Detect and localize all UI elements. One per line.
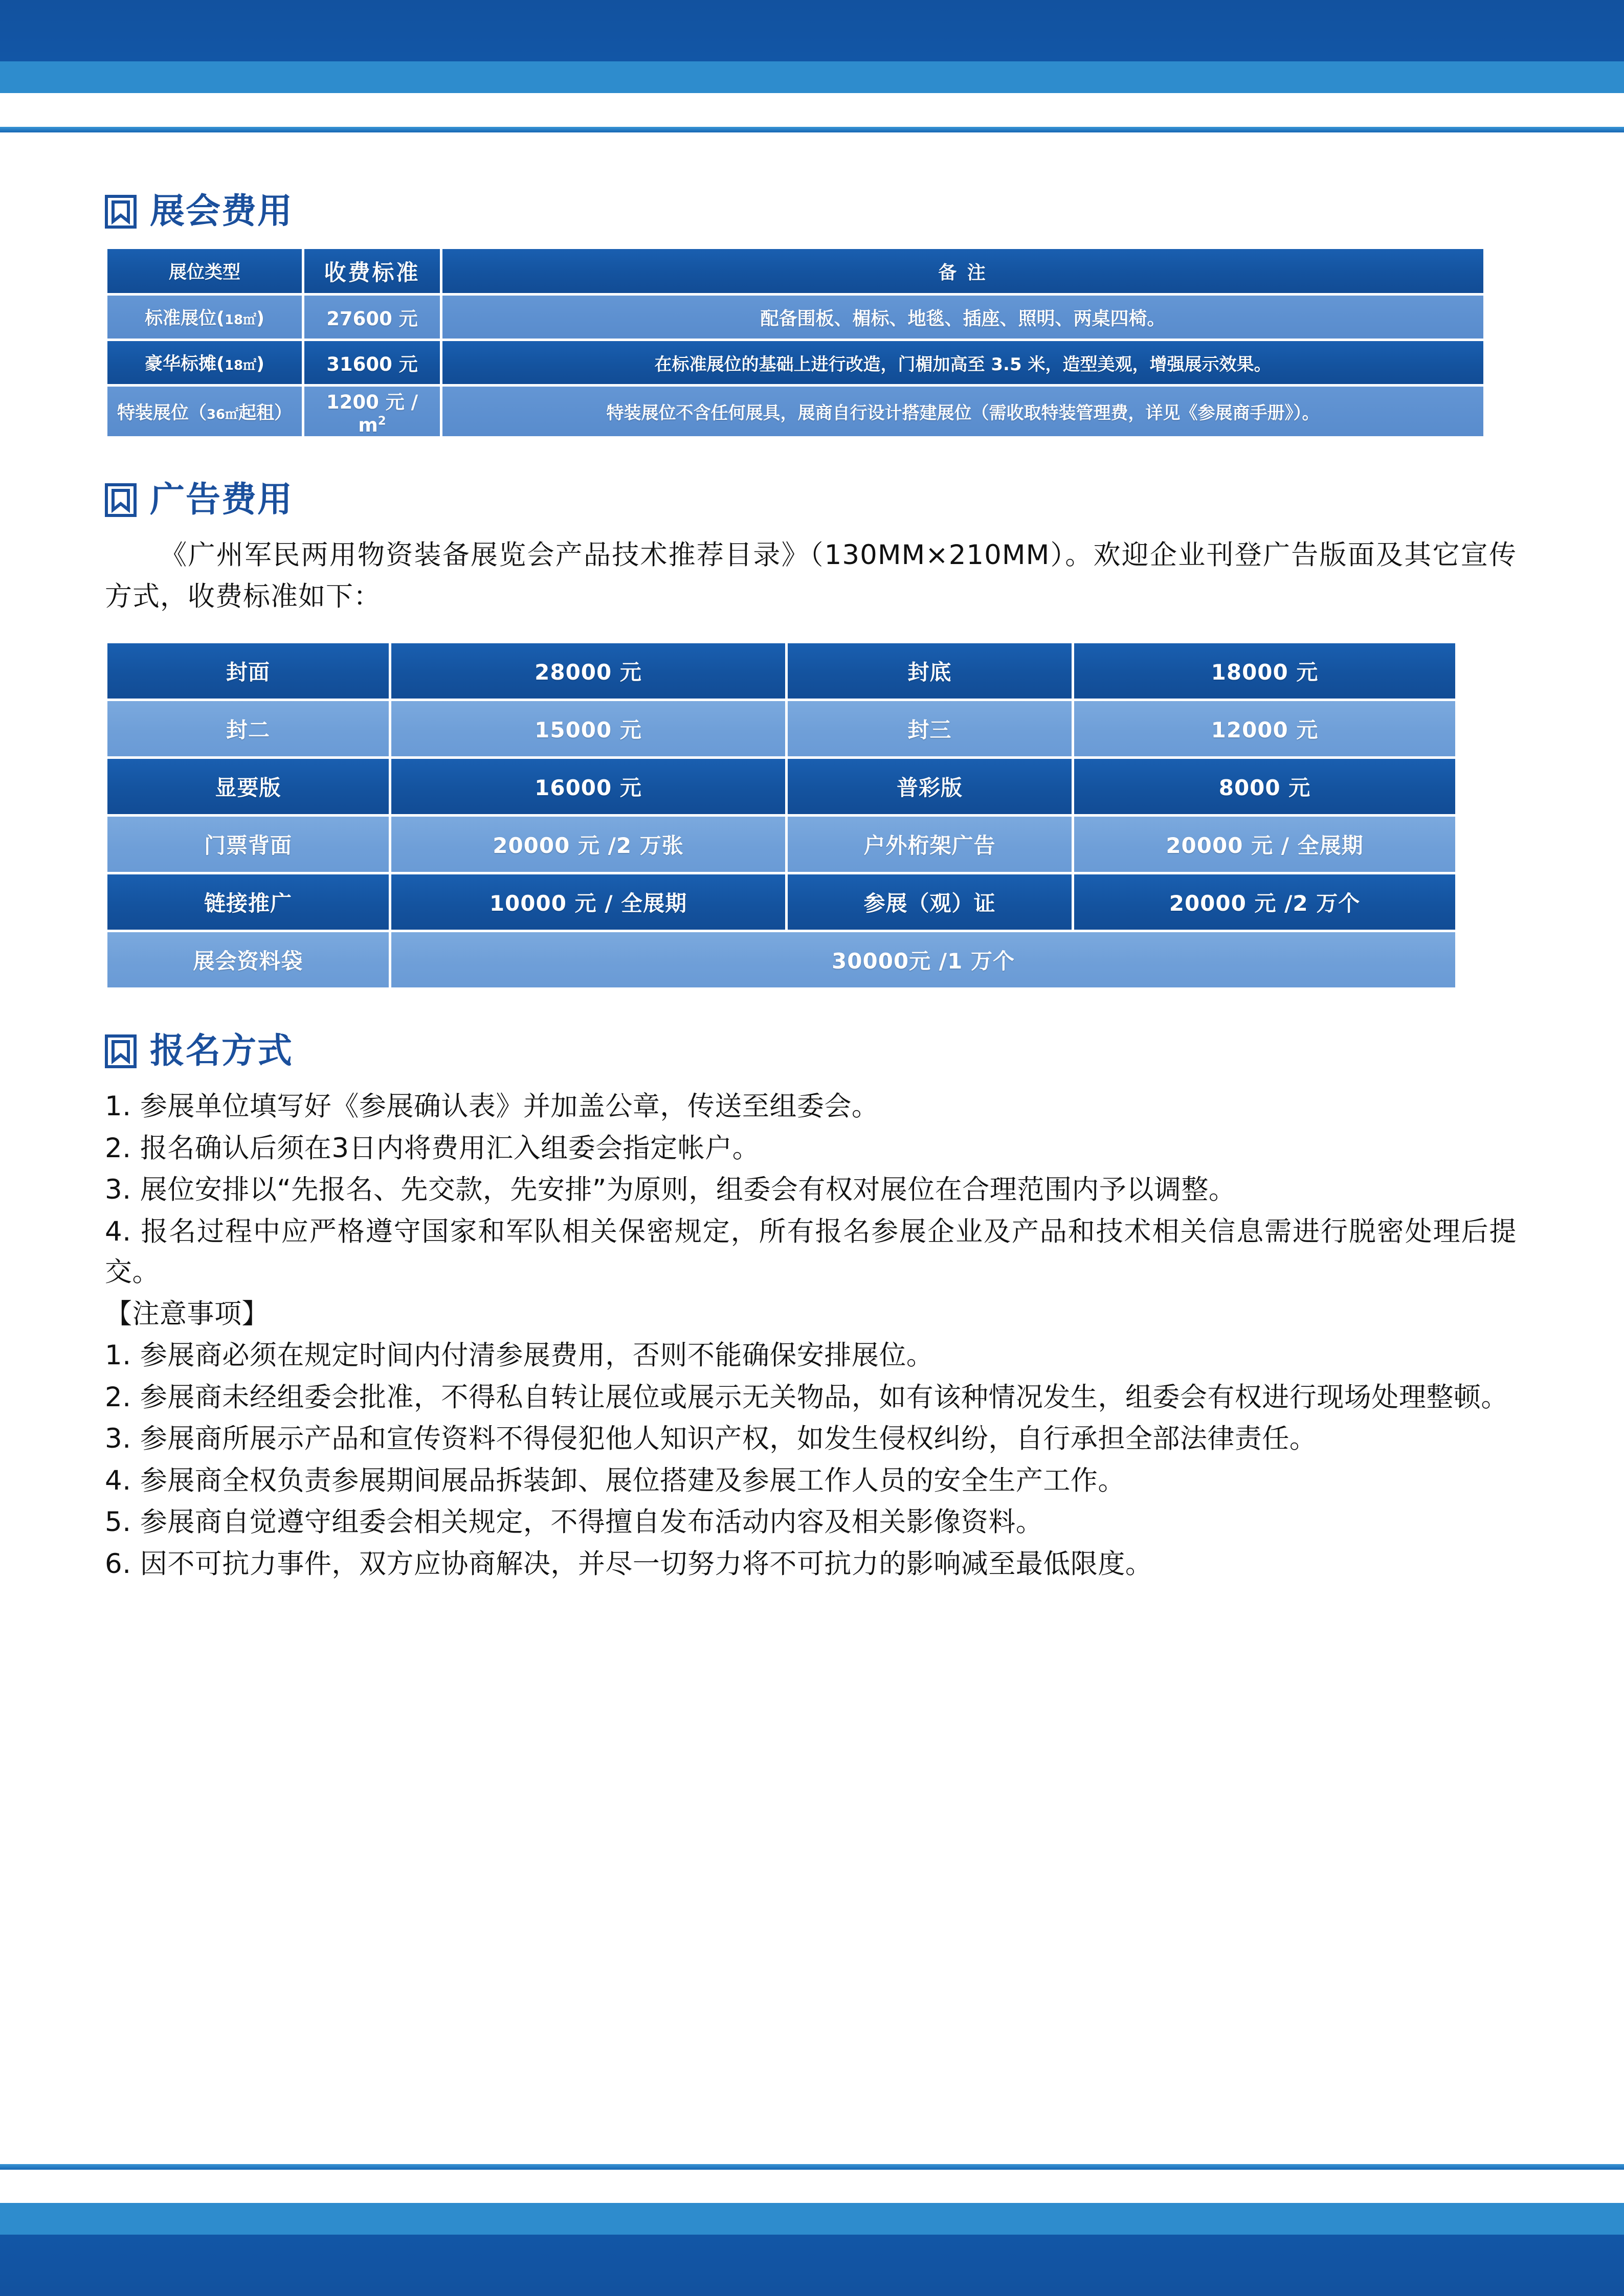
list-item: 3. 参展商所展示产品和宣传资料不得侵犯他人知识产权，如发生侵权纠纷，自行承担全部法律责任。 — [105, 1423, 1317, 1455]
spacer — [105, 439, 1517, 483]
type-area: 18 — [225, 358, 243, 373]
top-rule-line — [0, 127, 1624, 132]
cell-ad-item: 封底 — [788, 643, 1072, 699]
fee-exponent: 2 — [377, 414, 386, 428]
page-content — [105, 191, 1517, 1585]
advertising-fee-table — [105, 641, 1458, 990]
list-item: 4. 参展商全权负责参展期间展品拆装卸、展位搭建及参展工作人员的安全生产工作。 — [105, 1465, 1125, 1496]
table-row — [107, 874, 1455, 930]
cell-booth-type — [107, 387, 302, 436]
cell-ad-price: 20000 元 /2 万个 — [1074, 874, 1455, 930]
type-unit: ㎡ — [243, 312, 256, 328]
cell-ad-item: 参展（观）证 — [788, 874, 1072, 930]
notice-title: 【注意事项】 — [105, 1298, 269, 1330]
cell-fee — [304, 387, 440, 436]
list-item: 5. 参展商自觉遵守组委会相关规定，不得擅自发布活动内容及相关影像资料。 — [105, 1506, 1043, 1538]
fee-value: 1200 元 / m — [326, 391, 418, 436]
header-fee: 收费标准 — [304, 249, 440, 293]
cell-ad-item: 封三 — [788, 701, 1072, 756]
list-item: 2. 参展商未经组委会批准，不得私自转让展位或展示无关物品，如有该种情况发生，组委会有权进行现场处理整顿。 — [105, 1381, 1508, 1413]
cell-booth-type — [107, 296, 302, 339]
type-unit: ㎡ — [225, 407, 238, 422]
type-tail: ) — [256, 354, 264, 374]
section-title-signup: 报名方式 — [150, 1031, 294, 1072]
list-item: 6. 因不可抗力事件，双方应协商解决，并尽一切努力将不可抗力的影响减至最低限度。 — [105, 1548, 1153, 1580]
table-row — [107, 296, 1483, 339]
section-heading-signup — [105, 1031, 1517, 1072]
bookmark-icon — [105, 483, 137, 517]
type-area: 18 — [225, 312, 243, 328]
table-row — [107, 341, 1483, 384]
table-row — [107, 759, 1455, 814]
table-row — [107, 817, 1455, 872]
bookmark-icon — [105, 195, 137, 229]
bottom-light-band — [0, 2203, 1624, 2235]
cell-remark: 配备围板、楣标、地毯、插座、照明、两桌四椅。 — [442, 296, 1483, 339]
bookmark-icon — [105, 1034, 137, 1068]
table-row — [107, 643, 1455, 699]
cell-ad-price: 8000 元 — [1074, 759, 1455, 814]
type-unit: ㎡ — [243, 358, 256, 373]
list-item: 4. 报名过程中应严格遵守国家和军队相关保密规定，所有报名参展企业及产品和技术相关信息需进行脱密处理后提交。 — [105, 1215, 1517, 1288]
cell-ad-item: 门票背面 — [107, 817, 389, 872]
type-area: 36 — [207, 407, 226, 422]
signup-steps-list — [105, 1086, 1517, 1584]
type-tail: 起租） — [238, 402, 292, 423]
type-text: 豪华标摊( — [145, 354, 225, 374]
cell-ad-price: 20000 元 /2 万张 — [391, 817, 785, 872]
cell-ad-item: 封面 — [107, 643, 389, 699]
list-item: 2. 报名确认后须在3日内将费用汇入组委会指定帐户。 — [105, 1132, 760, 1164]
list-item: 1. 参展商必须在规定时间内付清参展费用，否则不能确保安排展位。 — [105, 1340, 934, 1371]
top-light-band — [0, 61, 1624, 93]
cell-booth-type — [107, 341, 302, 384]
cell-ad-price: 28000 元 — [391, 643, 785, 699]
header-booth-type: 展位类型 — [107, 249, 302, 293]
type-tail: ) — [256, 308, 264, 329]
cell-ad-price: 16000 元 — [391, 759, 785, 814]
cell-ad-item: 封二 — [107, 701, 389, 756]
cell-fee: 31600 元 — [304, 341, 440, 384]
cell-ad-item: 展会资料袋 — [107, 932, 389, 987]
cell-remark: 特装展位不含任何展具，展商自行设计搭建展位（需收取特装管理费，详见《参展商手册》）。 — [442, 387, 1483, 436]
cell-ad-price: 30000元 /1 万个 — [391, 932, 1455, 987]
section-title-ads: 广告费用 — [150, 480, 294, 520]
booth-fee-table — [105, 246, 1486, 439]
type-text: 标准展位( — [145, 308, 225, 329]
cell-ad-price: 12000 元 — [1074, 701, 1455, 756]
table-header-row — [107, 249, 1483, 293]
table-row — [107, 387, 1483, 436]
cell-fee: 27600 元 — [304, 296, 440, 339]
table-row — [107, 932, 1455, 987]
cell-ad-item: 户外桁架广告 — [788, 817, 1072, 872]
cell-ad-price: 15000 元 — [391, 701, 785, 756]
list-item: 3. 展位安排以“先报名、先交款，先安排”为原则，组委会有权对展位在合理范围内予以调整。 — [105, 1174, 1236, 1206]
type-text: 特装展位（ — [117, 402, 207, 423]
cell-ad-item: 普彩版 — [788, 759, 1072, 814]
table-row — [107, 701, 1455, 756]
bottom-rule-line — [0, 2164, 1624, 2170]
cell-ad-price: 10000 元 / 全展期 — [391, 874, 785, 930]
section-heading-ads — [105, 480, 1517, 520]
spacer — [105, 990, 1517, 1034]
bottom-dark-band — [0, 2235, 1624, 2296]
ads-paragraph-text: 《广州军民两用物资装备展览会产品技术推荐目录》（130MM×210MM）。欢迎企业刊登广告版面及其它宣传方式，收费标准如下： — [105, 539, 1517, 612]
cell-ad-item: 链接推广 — [107, 874, 389, 930]
ads-paragraph — [105, 535, 1517, 617]
cell-ad-item: 显要版 — [107, 759, 389, 814]
cell-ad-price: 20000 元 / 全展期 — [1074, 817, 1455, 872]
top-dark-band — [0, 0, 1624, 61]
section-heading-fees — [105, 191, 1517, 232]
cell-ad-price: 18000 元 — [1074, 643, 1455, 699]
section-title-fees: 展会费用 — [150, 191, 294, 232]
list-item: 1. 参展单位填写好《参展确认表》并加盖公章，传送至组委会。 — [105, 1091, 879, 1122]
cell-remark: 在标准展位的基础上进行改造，门楣加高至 3.5 米，造型美观，增强展示效果。 — [442, 341, 1483, 384]
header-remarks: 备 注 — [442, 249, 1483, 293]
